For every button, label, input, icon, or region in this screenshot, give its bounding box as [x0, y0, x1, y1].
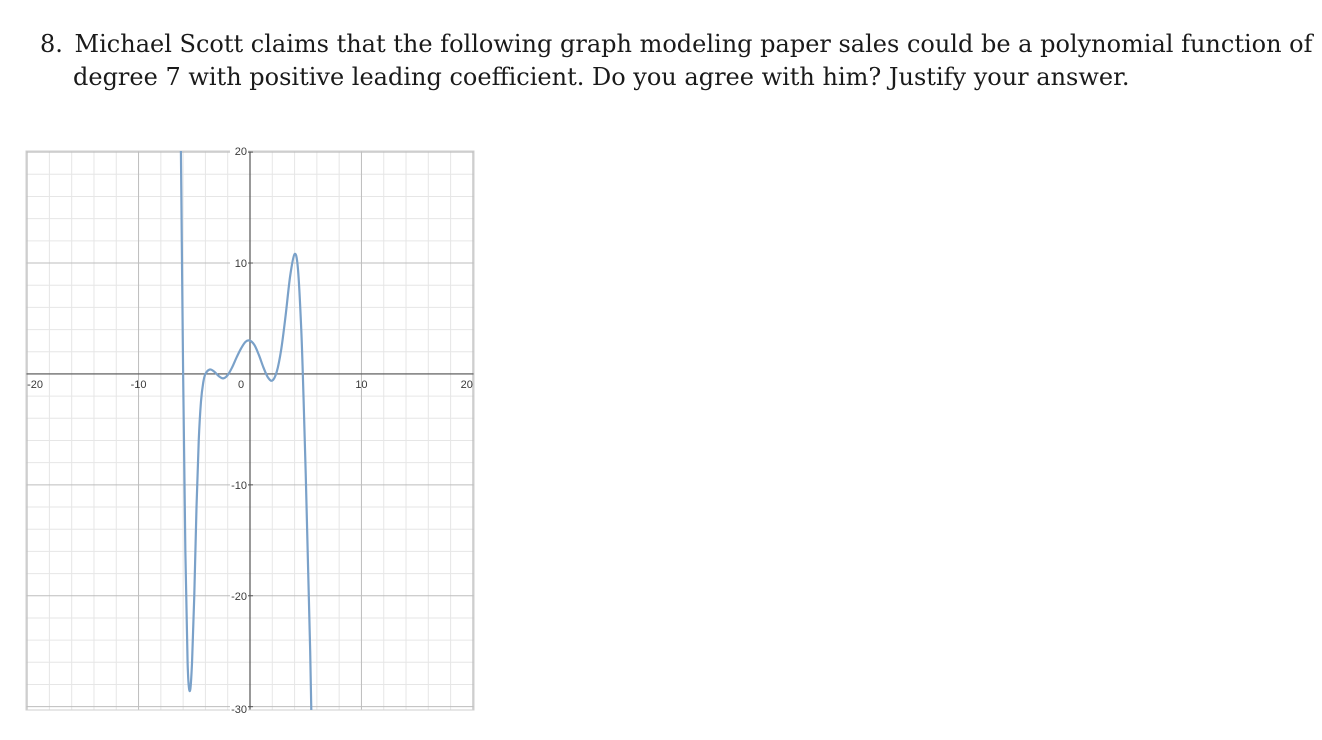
x-tick-label: 20: [460, 378, 473, 391]
x-tick-label: -10: [130, 378, 147, 391]
y-tick-label: -20: [231, 590, 247, 603]
polynomial-graph: [0, 145, 480, 715]
question-line-1: [40, 28, 1313, 61]
y-tick-label: 20: [234, 146, 247, 158]
question-line-2: degree 7 with positive leading coefficient. Do you agree with him? Justify your answer.: [73, 63, 1130, 91]
question-text: [40, 28, 1313, 94]
x-tick-label: 0: [237, 378, 245, 391]
y-tick-label: 10: [234, 258, 247, 271]
y-tick-label: -10: [231, 479, 247, 492]
x-tick-label: -20: [27, 378, 44, 391]
x-tick-label: 10: [355, 378, 368, 391]
question-line-1-text: Michael Scott claims that the following graph modeling paper sales could be a polynomial function of: [74, 30, 1313, 58]
question-number: 8.: [40, 30, 63, 58]
y-tick-label: -30: [231, 704, 247, 715]
